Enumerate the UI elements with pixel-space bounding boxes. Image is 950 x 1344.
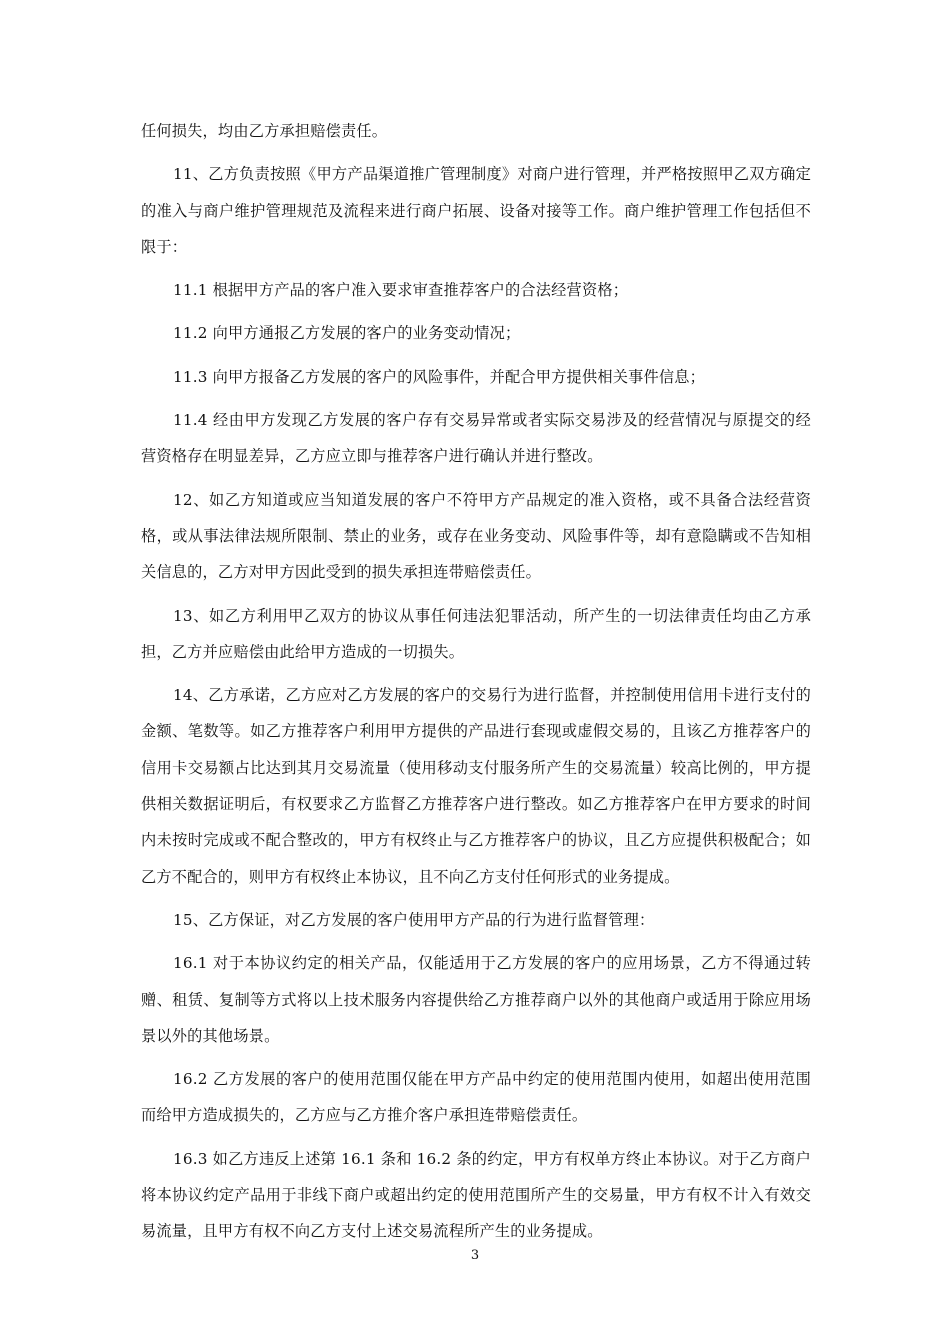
paragraph-clause-12: 12、如乙方知道或应当知道发展的客户不符甲方产品规定的准入资格，或不具备合法经营资格，或从事法律法规所限制、禁止的业务，或存在业务变动、风险事件等，却有意隐瞒或不告知相关信息的，乙方对甲方因此受到的损失承担连带赔偿责任。 <box>141 490 811 582</box>
paragraph-clause-16-3: 16.3 如乙方违反上述第 16.1 条和 16.2 条的约定，甲方有权单方终止本协议。对于乙方商户将本协议约定产品用于非线下商户或超出约定的使用范围所产生的交易量，甲方有权不计入有效交易流量，且甲方有权不向乙方支付上述交易流程所产生的业务提成。 <box>141 1149 811 1241</box>
paragraph-clause-16-2: 16.2 乙方发展的客户的使用范围仅能在甲方产品中约定的使用范围内使用，如超出使用范围而给甲方造成损失的，乙方应与乙方推介客户承担连带赔偿责任。 <box>141 1070 811 1125</box>
paragraph-clause-13: 13、如乙方利用甲乙双方的协议从事任何违法犯罪活动，所产生的一切法律责任均由乙方承担，乙方并应赔偿由此给甲方造成的一切损失。 <box>141 606 811 661</box>
paragraph-clause-11-4: 11.4 经由甲方发现乙方发展的客户存有交易异常或者实际交易涉及的经营情况与原提交的经营资格存在明显差异，乙方应立即与推荐客户进行确认并进行整改。 <box>141 411 811 466</box>
paragraph-clause-14: 14、乙方承诺，乙方应对乙方发展的客户的交易行为进行监督，并控制使用信用卡进行支付的金额、笔数等。如乙方推荐客户利用甲方提供的产品进行套现或虚假交易的，且该乙方推荐客户的信用卡交易额占比达到其月交易流量（使用移动支付服务所产生的交易流量）较高比例的，甲方提供相关数据证明后，有权要求乙方监督乙方推荐客户进行整改。如乙方推荐客户在甲方要求的时间内未按时完成或不配合整改的，甲方有权终止与乙方推荐客户的协议，且乙方应提供积极配合；如乙方不配合的，则甲方有权终止本协议，且不向乙方支付任何形式的业务提成。 <box>141 686 811 886</box>
paragraph-clause-15: 15、乙方保证，对乙方发展的客户使用甲方产品的行为进行监督管理： <box>173 910 655 929</box>
paragraph-clause-11: 11、乙方负责按照《甲方产品渠道推广管理制度》对商户进行管理，并严格按照甲乙双方确定的准入与商户维护管理规范及流程来进行商户拓展、设备对接等工作。商户维护管理工作包括但不限于： <box>141 165 811 256</box>
paragraph-continuation: 任何损失，均由乙方承担赔偿责任。 <box>141 122 388 140</box>
page-number: 3 <box>470 1248 480 1263</box>
paragraph-clause-11-3: 11.3 向甲方报备乙方发展的客户的风险事件，并配合甲方提供相关事件信息； <box>173 367 706 386</box>
paragraph-clause-16-1: 16.1 对于本协议约定的相关产品，仅能适用于乙方发展的客户的应用场景，乙方不得通过转赠、租赁、复制等方式将以上技术服务内容提供给乙方推荐商户以外的其他商户或适用于除应用场景以外的其他场景。 <box>141 954 811 1045</box>
paragraph-clause-11-1: 11.1 根据甲方产品的客户准入要求审查推荐客户的合法经营资格； <box>173 281 629 300</box>
document-body <box>141 113 811 1257</box>
paragraph-clause-11-2: 11.2 向甲方通报乙方发展的客户的业务变动情况； <box>173 324 521 343</box>
